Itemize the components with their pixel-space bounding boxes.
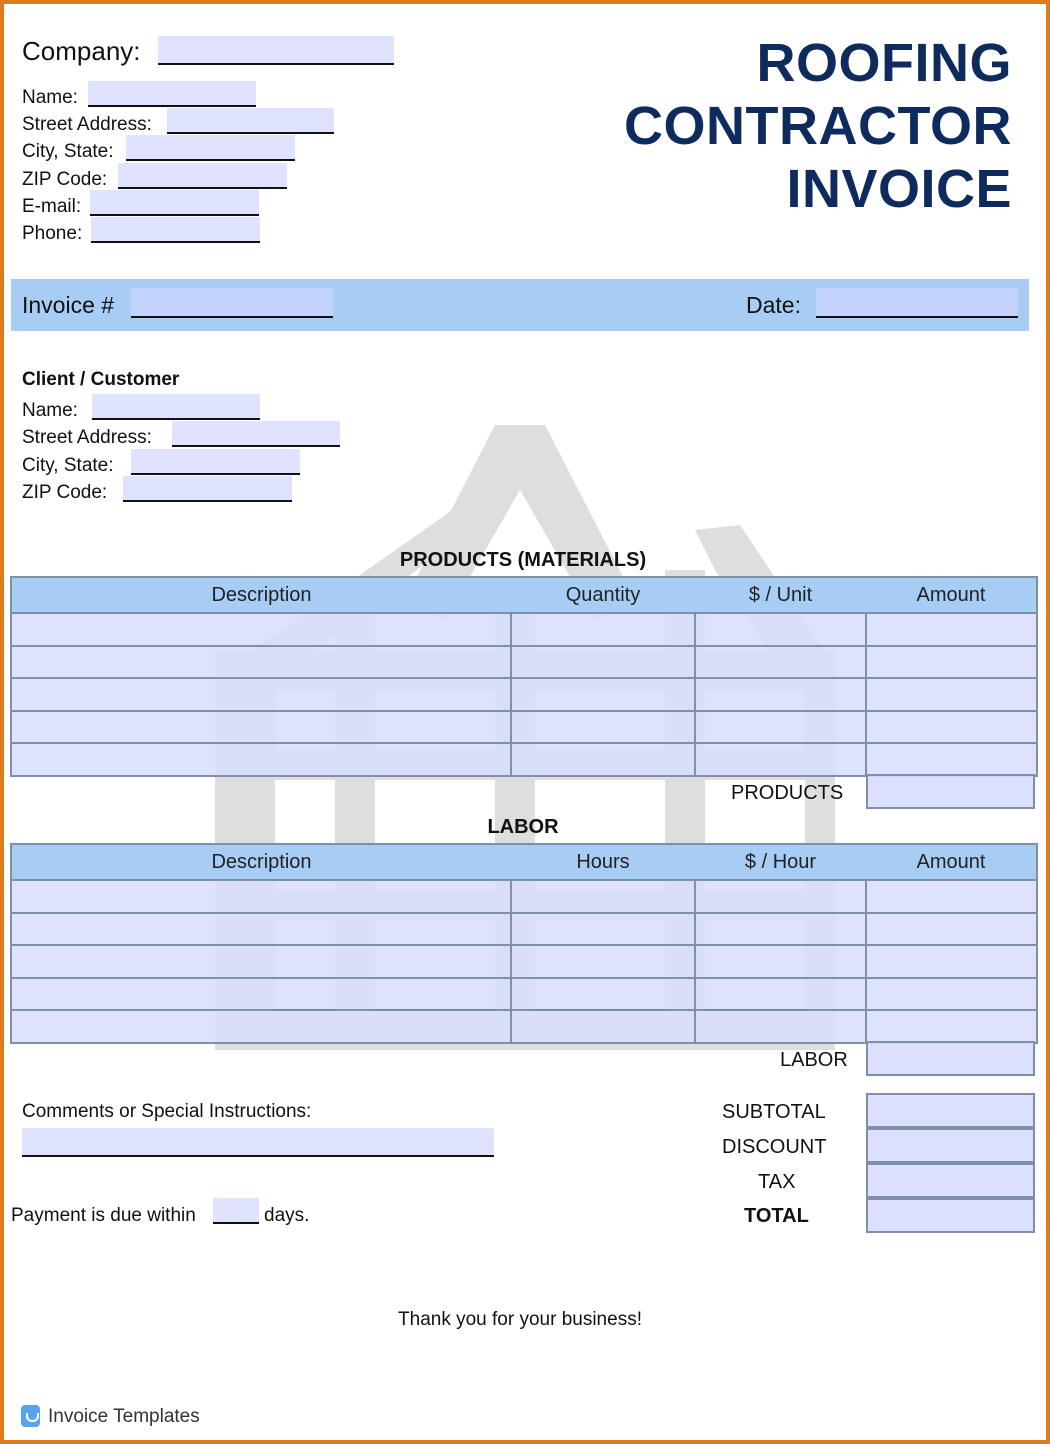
labor-cell[interactable] [11,1010,511,1043]
labor-cell[interactable] [511,1010,695,1043]
title-line-2: CONTRACTOR [624,96,1012,156]
labor-cell[interactable] [695,913,866,946]
tax-field[interactable] [866,1163,1035,1198]
labor-cell[interactable] [695,945,866,978]
labor-row [11,880,1037,913]
labor-col-amount: Amount [866,844,1037,880]
contractor-email-label: E-mail: [22,196,82,217]
labor-table [10,843,1038,1044]
products-row [11,646,1037,679]
client-street-field[interactable] [172,421,340,447]
labor-cell[interactable] [695,978,866,1011]
subtotal-label: SUBTOTAL [722,1101,826,1123]
company-label: Company: [22,36,141,66]
products-cell[interactable] [11,743,511,776]
title-line-3: INVOICE [786,159,1012,219]
labor-cell[interactable] [866,913,1037,946]
labor-heading: LABOR [487,816,559,838]
contractor-city-label: City, State: [22,141,114,162]
client-name-label: Name: [22,400,78,421]
products-cell[interactable] [11,646,511,679]
client-city-field[interactable] [131,449,300,475]
client-heading: Client / Customer [22,369,180,390]
discount-label: DISCOUNT [722,1136,827,1158]
client-street-label: Street Address: [22,427,152,448]
labor-cell[interactable] [11,880,511,913]
brand-name: Invoice Templates [48,1406,200,1427]
contractor-email-field[interactable] [90,190,259,216]
date-field[interactable] [816,288,1018,318]
products-table [10,576,1038,777]
contractor-phone-field[interactable] [91,217,260,243]
products-cell[interactable] [866,678,1037,711]
comments-label: Comments or Special Instructions: [22,1101,312,1122]
products-cell[interactable] [11,711,511,744]
labor-cell[interactable] [511,913,695,946]
products-heading: PRODUCTS (MATERIALS) [399,549,647,571]
products-cell[interactable] [511,743,695,776]
products-cell[interactable] [11,678,511,711]
labor-row [11,1010,1037,1043]
labor-col-description: Description [11,844,511,880]
labor-cell[interactable] [11,978,511,1011]
discount-field[interactable] [866,1128,1035,1163]
labor-row [11,913,1037,946]
products-cell[interactable] [695,711,866,744]
labor-cell[interactable] [695,880,866,913]
labor-cell[interactable] [695,1010,866,1043]
invoice-title [624,32,1012,221]
products-cell[interactable] [695,646,866,679]
products-col-quantity: Quantity [511,577,695,613]
products-row [11,743,1037,776]
labor-cell[interactable] [866,1010,1037,1043]
labor-subtotal-field[interactable] [866,1041,1035,1076]
labor-cell[interactable] [11,913,511,946]
title-line-1: ROOFING [756,33,1012,93]
contractor-phone-label: Phone: [22,223,83,244]
invoice-number-field[interactable] [131,288,333,318]
products-col-unit-price: $ / Unit [695,577,866,613]
products-cell[interactable] [866,711,1037,744]
products-row [11,711,1037,744]
payment-suffix: days. [264,1205,310,1226]
contractor-name-label: Name: [22,87,78,108]
labor-cell[interactable] [866,978,1037,1011]
products-cell[interactable] [695,613,866,646]
products-cell[interactable] [695,678,866,711]
products-row [11,613,1037,646]
total-field[interactable] [866,1198,1035,1233]
products-cell[interactable] [511,711,695,744]
products-col-description: Description [11,577,511,613]
payment-days-field[interactable] [213,1198,259,1224]
labor-col-rate: $ / Hour [695,844,866,880]
date-label: Date: [746,292,801,318]
labor-row [11,945,1037,978]
client-zip-field[interactable] [123,476,292,502]
products-cell[interactable] [511,678,695,711]
labor-subtotal-label: LABOR [780,1049,848,1071]
tax-label: TAX [758,1171,796,1193]
comments-field[interactable] [22,1128,494,1157]
contractor-city-field[interactable] [126,135,295,161]
client-city-label: City, State: [22,455,114,476]
contractor-zip-field[interactable] [118,163,287,189]
company-field[interactable] [158,36,394,65]
invoice-templates-logo-icon [21,1405,40,1427]
client-name-field[interactable] [92,394,260,420]
contractor-street-label: Street Address: [22,114,152,135]
labor-cell[interactable] [11,945,511,978]
invoice-number-label: Invoice # [22,292,115,318]
labor-col-hours: Hours [511,844,695,880]
products-row [11,678,1037,711]
labor-cell[interactable] [511,880,695,913]
labor-cell[interactable] [866,880,1037,913]
labor-cell[interactable] [866,945,1037,978]
products-cell[interactable] [511,646,695,679]
products-subtotal-label: PRODUCTS [731,782,844,804]
products-cell[interactable] [866,743,1037,776]
payment-prefix: Payment is due within [11,1205,196,1226]
products-cell[interactable] [511,613,695,646]
labor-cell[interactable] [511,945,695,978]
labor-cell[interactable] [511,978,695,1011]
products-col-amount: Amount [866,577,1037,613]
labor-row [11,978,1037,1011]
products-cell[interactable] [11,613,511,646]
subtotal-field[interactable] [866,1093,1035,1128]
products-subtotal-field[interactable] [866,774,1035,809]
total-label: TOTAL [744,1205,809,1227]
contractor-street-field[interactable] [167,108,334,134]
products-cell[interactable] [866,613,1037,646]
contractor-zip-label: ZIP Code: [22,169,108,190]
client-zip-label: ZIP Code: [22,482,108,503]
thank-you-message: Thank you for your business! [398,1309,642,1330]
products-cell[interactable] [695,743,866,776]
products-cell[interactable] [866,646,1037,679]
contractor-name-field[interactable] [88,81,256,107]
